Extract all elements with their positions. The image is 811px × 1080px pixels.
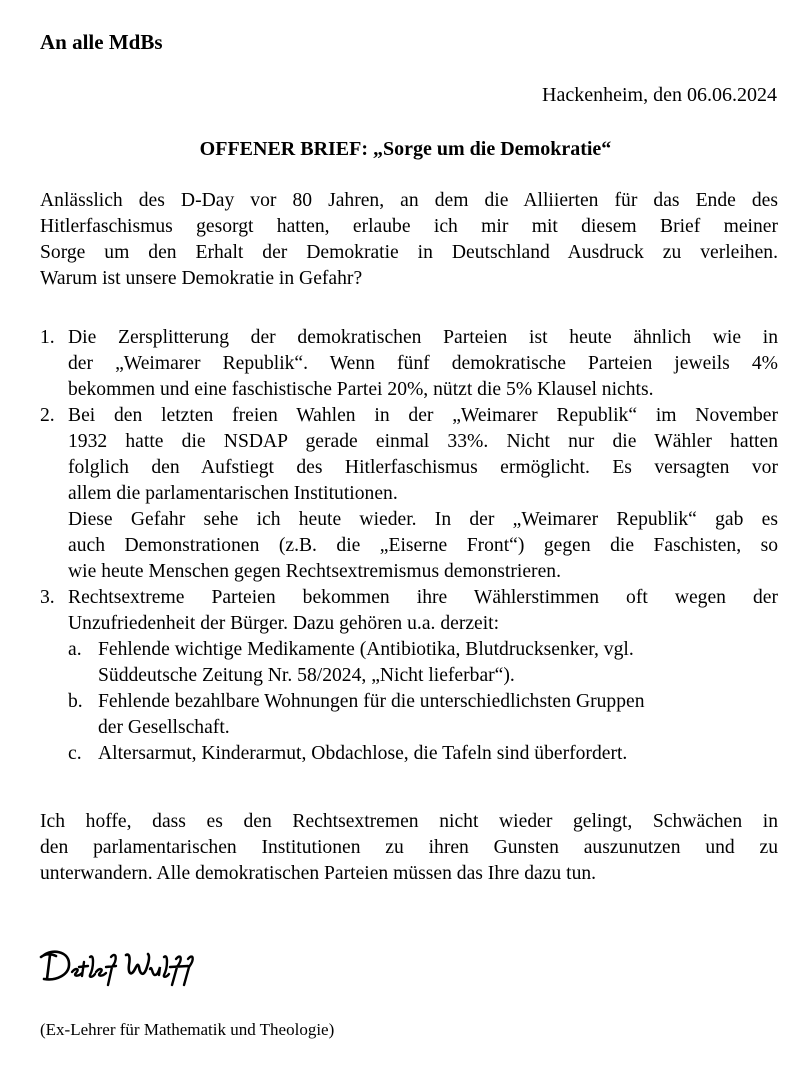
list-line: 1932 hatte die NSDAP gerade einmal 33%. Nicht nur die Wähler hatten — [68, 431, 778, 452]
sub-line: der Gesellschaft. — [98, 717, 230, 738]
list-line: der „Weimarer Republik“. Wenn fünf demokratische Parteien jeweils 4% — [68, 353, 778, 374]
list-number: 1. — [40, 327, 55, 348]
closing-paragraph — [40, 809, 778, 887]
closing-line: unterwandern. Alle demokratischen Parteien müssen das Ihre dazu tun. — [40, 863, 597, 884]
list-line: allem die parlamentarischen Institutionen. — [68, 483, 398, 504]
recipient-line: An alle MdBs — [40, 30, 163, 54]
signer-role: (Ex-Lehrer für Mathematik und Theologie) — [40, 1020, 335, 1039]
sub-line: Fehlende wichtige Medikamente (Antibiotika, Blutdrucksenker, vgl. — [98, 639, 634, 660]
list-line: wie heute Menschen gegen Rechtsextremismus demonstrieren. — [68, 561, 561, 582]
list-line: Bei den letzten freien Wahlen in der „Weimarer Republik“ im November — [68, 405, 778, 426]
sub-item-a — [68, 637, 778, 689]
sub-line: Fehlende bezahlbare Wohnungen für die unterschiedlichsten Gruppen — [98, 691, 645, 712]
letter-title: OFFENER BRIEF: „Sorge um die Demokratie“ — [199, 138, 612, 160]
concern-item-2 — [40, 403, 778, 585]
list-number: 2. — [40, 405, 55, 426]
date-line: Hackenheim, den 06.06.2024 — [542, 84, 777, 106]
sub-line: Altersarmut, Kinderarmut, Obdachlose, die Tafeln sind überfordert. — [98, 743, 628, 764]
sub-letter: a. — [68, 639, 82, 660]
list-line: bekommen und eine faschistische Partei 20%, nützt die 5% Klausel nichts. — [68, 379, 654, 400]
intro-line: Hitlerfaschismus gesorgt hatten, erlaube ich mir mit diesem Brief meiner — [40, 216, 778, 237]
intro-line: Warum ist unsere Demokratie in Gefahr? — [40, 268, 363, 289]
intro-line: Anlässlich des D-Day vor 80 Jahren, an dem die Alliierten für das Ende des — [40, 190, 778, 211]
list-line: folglich den Aufstiegt des Hitlerfaschismus ermöglicht. Es versagten vor — [68, 457, 778, 478]
sub-line: Süddeutsche Zeitung Nr. 58/2024, „Nicht lieferbar“). — [98, 665, 515, 686]
sub-item-b — [68, 689, 778, 741]
intro-paragraph — [40, 188, 778, 292]
handwritten-signature — [38, 945, 208, 989]
list-line: Die Zersplitterung der demokratischen Parteien ist heute ähnlich wie in — [68, 327, 778, 348]
sub-letter: b. — [68, 691, 83, 712]
list-number: 3. — [40, 587, 55, 608]
sub-list — [68, 637, 778, 767]
concern-item-1 — [40, 325, 778, 403]
list-line: Rechtsextreme Parteien bekommen ihre Wählerstimmen oft wegen der — [68, 587, 778, 608]
concern-item-3 — [40, 585, 778, 767]
intro-line: Sorge um den Erhalt der Demokratie in Deutschland Ausdruck zu verleihen. — [40, 242, 778, 263]
closing-line: den parlamentarischen Institutionen zu ihren Gunsten auszunutzen und zu — [40, 837, 778, 858]
list-line: Diese Gefahr sehe ich heute wieder. In der „Weimarer Republik“ gab es — [68, 509, 778, 530]
list-line: auch Demonstrationen (z.B. die „Eiserne Front“) gegen die Faschisten, so — [68, 535, 778, 556]
list-line: Unzufriedenheit der Bürger. Dazu gehören u.a. derzeit: — [68, 613, 500, 634]
sub-letter: c. — [68, 743, 82, 764]
closing-line: Ich hoffe, dass es den Rechtsextremen nicht wieder gelingt, Schwächen in — [40, 811, 778, 832]
concerns-list — [40, 325, 778, 767]
sub-item-c — [68, 741, 778, 767]
